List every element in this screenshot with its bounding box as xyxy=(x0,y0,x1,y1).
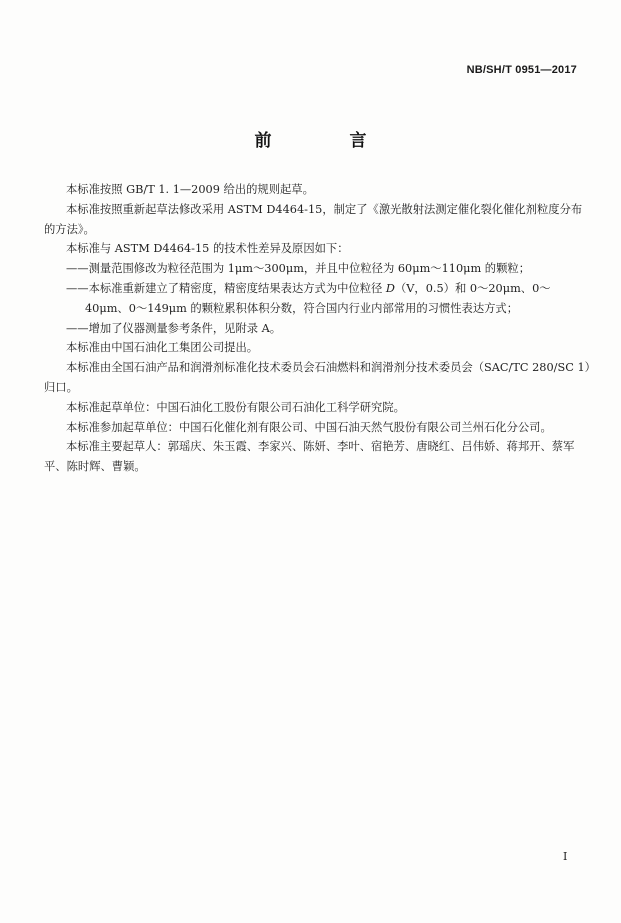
paragraph-committee: 本标准由全国石油产品和润滑剂标准化技术委员会石油燃料和润滑剂分技术委员会（SAC/TC 280/SC 1）归口。 xyxy=(44,361,591,394)
difference-item-precision xyxy=(44,279,592,319)
difference-precision-text-a: ——本标准重新建立了精密度，精密度结果表达方式为中位粒径 xyxy=(66,281,386,295)
paragraph-drafting-rules: 本标准按照 GB/T 1. 1—2009 给出的规则起草。 xyxy=(66,183,314,196)
difference-precision-text-b: （V，0.5）和 0～20μm、0～40μm、0～149μm 的颗粒累积体积分数，符合国内行业内部常用的习惯性表达方式； xyxy=(85,281,551,315)
paragraph-drafting-unit: 本标准起草单位：中国石油化工股份有限公司石油化工科学研究院。 xyxy=(66,400,405,414)
page-title: 前 言 xyxy=(254,131,403,151)
page-number: I xyxy=(563,850,568,863)
standard-number: NB/SH/T 0951—2017 xyxy=(466,64,577,76)
median-diameter-symbol: D xyxy=(385,281,395,295)
difference-item-conditions: ——增加了仪器测量参考条件，见附录 A。 xyxy=(66,321,282,335)
paragraph-proposer: 本标准由中国石油化工集团公司提出。 xyxy=(66,341,259,355)
paragraph-main-drafters: 本标准主要起草人：郭瑶庆、朱玉霞、李家兴、陈妍、李叶、宿艳芳、唐晓红、吕伟娇、蒋邦开、蔡军平、陈时辉、曹颖。 xyxy=(44,440,575,474)
difference-item-range: ——测量范围修改为粒径范围为 1μm～300μm，并且中位粒径为 60μm～110μm 的颗粒； xyxy=(66,262,530,276)
foreword-body xyxy=(44,180,592,477)
paragraph-differences-intro: 本标准与 ASTM D4464-15 的技术性差异及原因如下： xyxy=(66,242,349,256)
paragraph-adoption: 本标准按照重新起草法修改采用 ASTM D4464-15，制定了《激光散射法测定催化裂化催化剂粒度分布的方法》。 xyxy=(44,202,583,236)
paragraph-participating-units: 本标准参加起草单位：中国石化催化剂有限公司、中国石油天然气股份有限公司兰州石化分公司。 xyxy=(66,420,552,434)
